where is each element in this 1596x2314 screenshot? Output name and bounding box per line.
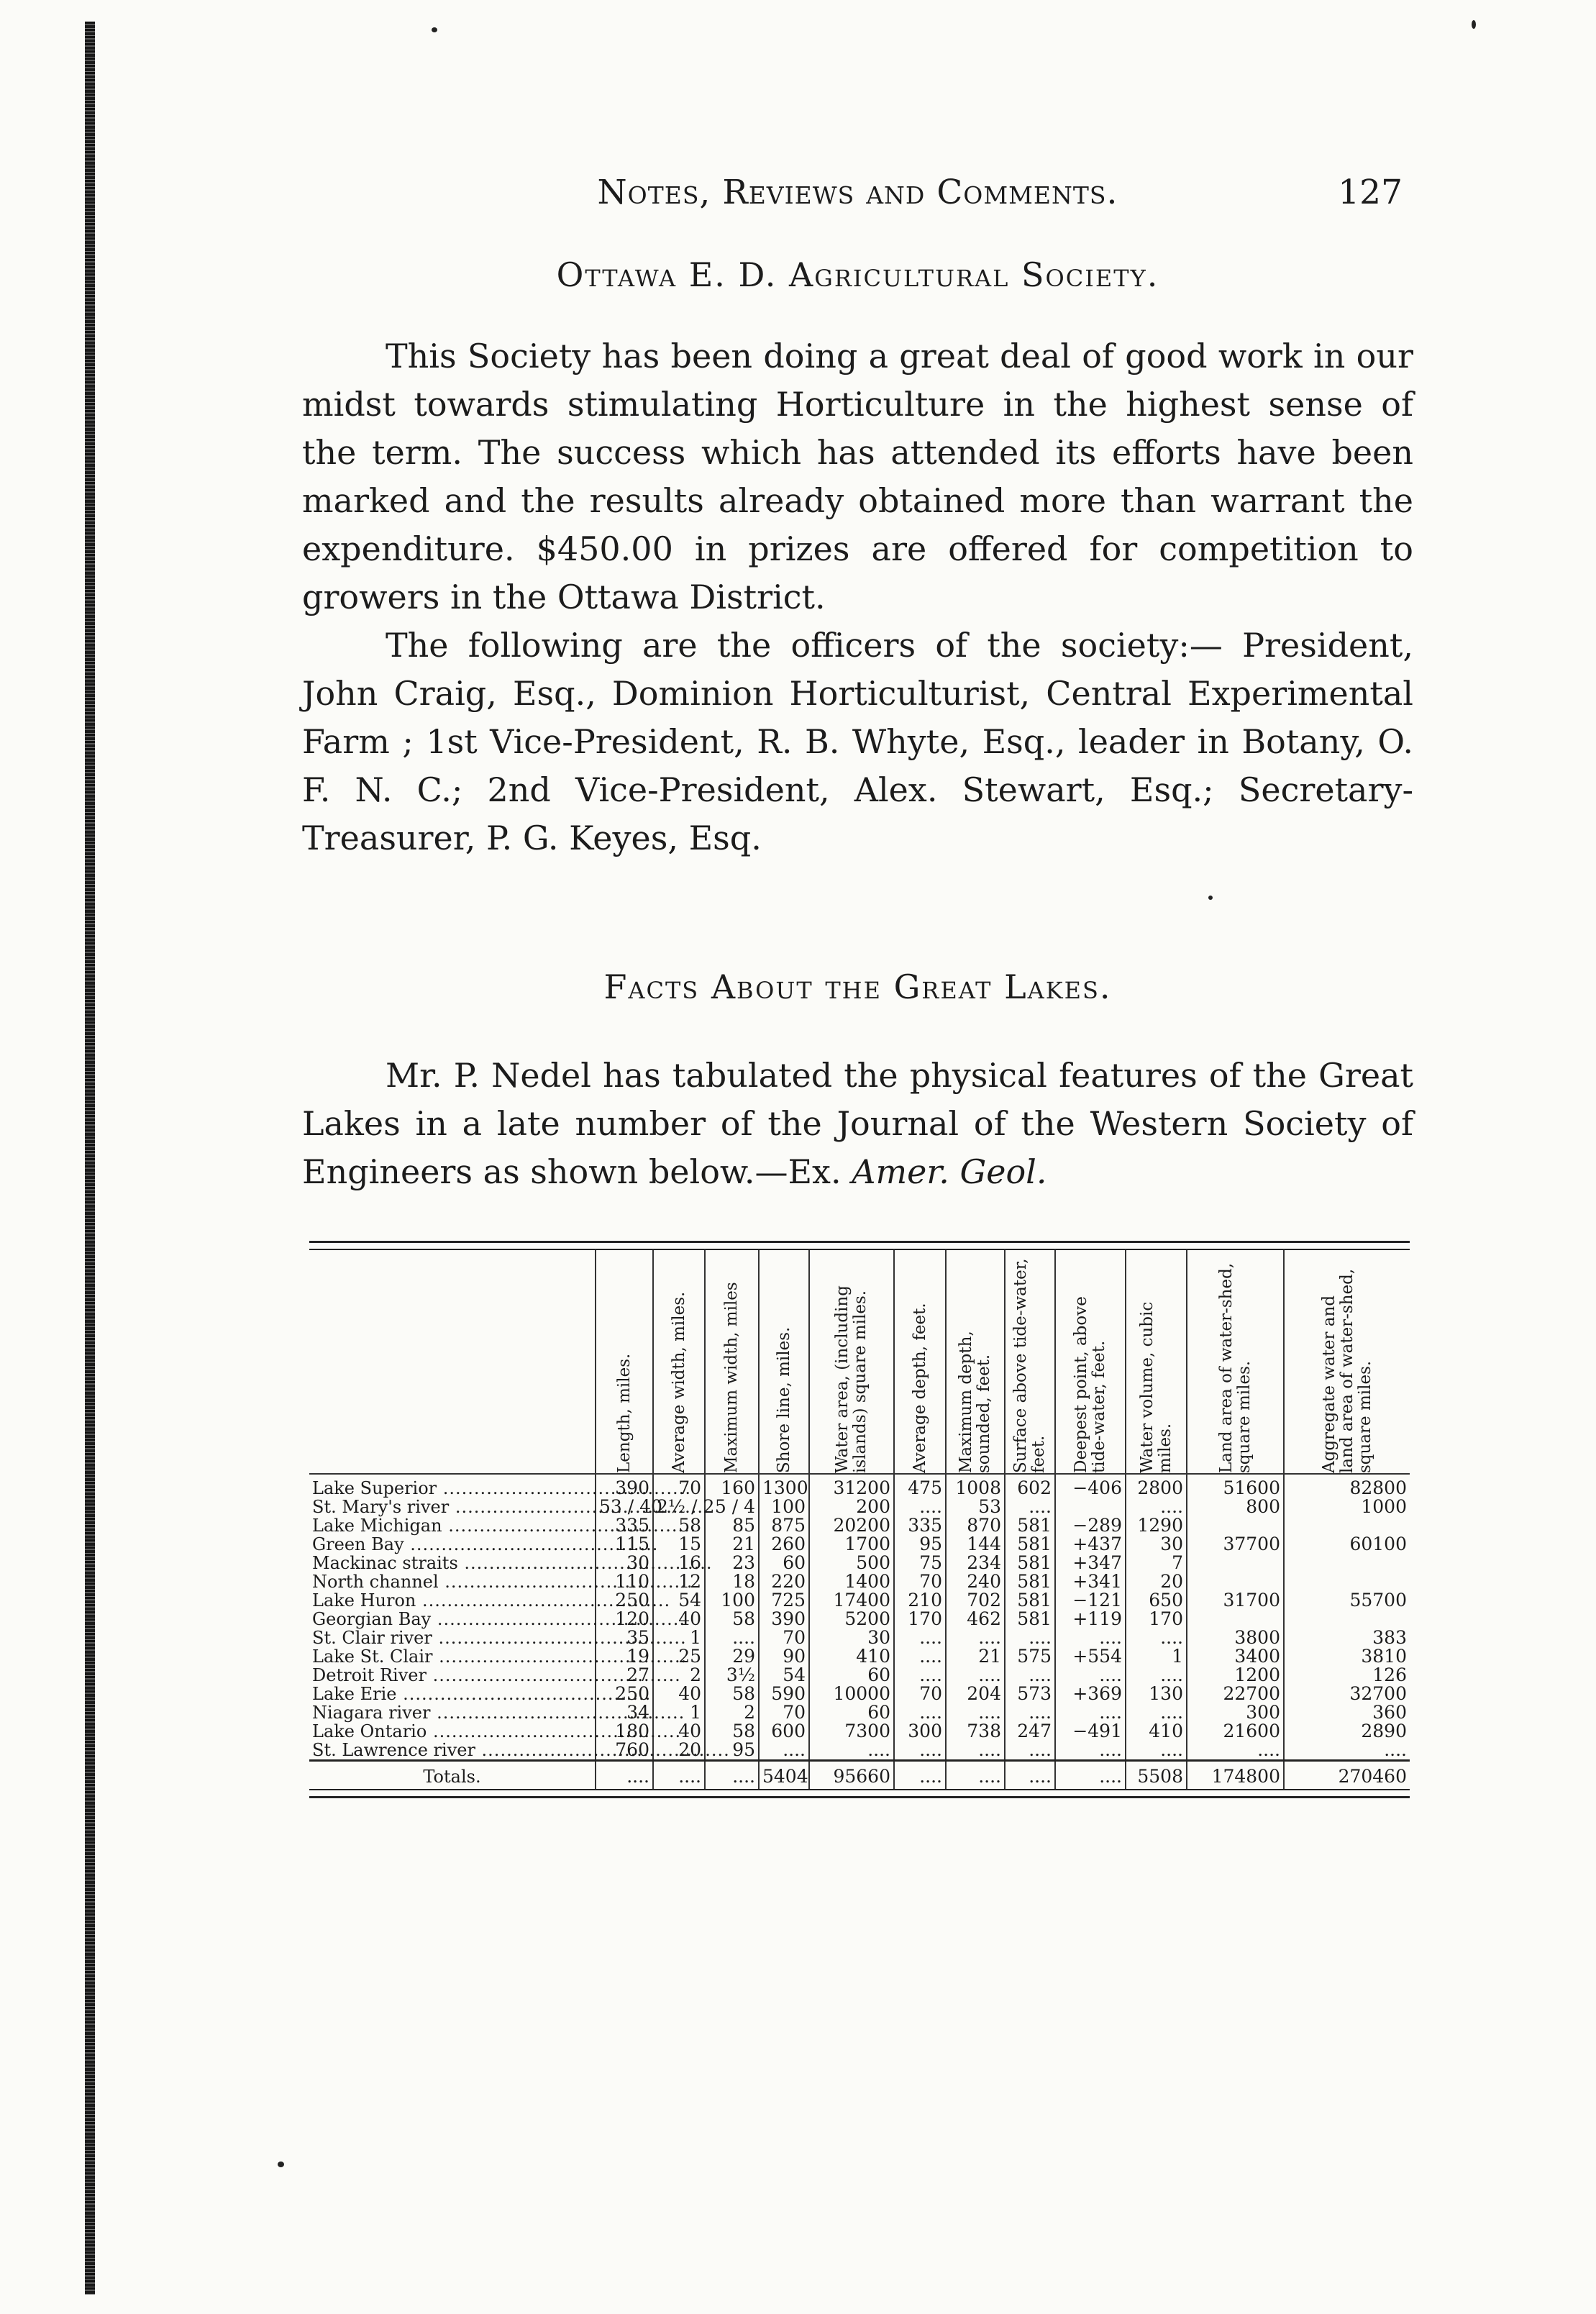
section-title-great-lakes: Facts About the Great Lakes. bbox=[603, 967, 1112, 1006]
table-row bbox=[309, 1741, 1410, 1761]
totals-cell: 95660 bbox=[809, 1761, 894, 1790]
table-cell: 10000 bbox=[809, 1685, 894, 1703]
paragraph bbox=[302, 1052, 1413, 1196]
table-cell: .... bbox=[946, 1741, 1005, 1761]
table-cell: 573 bbox=[1005, 1685, 1055, 1703]
table-cell: 20200 bbox=[809, 1516, 894, 1535]
ink-speck bbox=[432, 27, 437, 32]
lake-name-cell: St. Lawrence river ..... bbox=[309, 1741, 596, 1761]
table-cell bbox=[1284, 1572, 1410, 1591]
table-cell: 1000 bbox=[1361, 1496, 1407, 1517]
table-cell: −121 bbox=[1055, 1591, 1126, 1610]
table-cell: −491 bbox=[1055, 1722, 1126, 1741]
column-header: Surface above tide-water, feet. bbox=[1005, 1250, 1055, 1474]
table-cell: .... bbox=[705, 1629, 759, 1647]
table-cell: 30 bbox=[596, 1554, 653, 1572]
table-cell: 1300 bbox=[759, 1474, 809, 1498]
table-cell: 220 bbox=[759, 1572, 809, 1591]
table-cell: .... bbox=[894, 1666, 946, 1685]
table-cell: 600 bbox=[759, 1722, 809, 1741]
table-cell: 2½ / 2 bbox=[653, 1498, 705, 1516]
table-cell: 32700 bbox=[1349, 1683, 1407, 1704]
table-cell: 410 bbox=[1126, 1722, 1187, 1741]
lakes-data-table bbox=[309, 1250, 1410, 1789]
table-row bbox=[309, 1474, 1410, 1498]
table-cell: .... bbox=[1126, 1498, 1187, 1516]
table-cell bbox=[1187, 1572, 1284, 1591]
lake-name-cell: Green Bay ..... bbox=[309, 1535, 596, 1554]
lake-name-cell: St. Mary's river ..... bbox=[309, 1498, 596, 1516]
table-row bbox=[309, 1629, 1410, 1647]
table-cell: 20 bbox=[653, 1741, 705, 1761]
column-header: Maximum width, miles bbox=[705, 1250, 759, 1474]
table-cell: .... bbox=[894, 1703, 946, 1722]
table-cell: 300 bbox=[1187, 1703, 1284, 1722]
table-row bbox=[309, 1647, 1410, 1666]
ink-speck bbox=[1208, 896, 1213, 900]
column-header: Maximum depth, sounded, feet. bbox=[946, 1250, 1005, 1474]
table-cell: 738 bbox=[946, 1722, 1005, 1741]
table-cell: 34 bbox=[596, 1703, 653, 1722]
table-row bbox=[309, 1722, 1410, 1741]
table-cell: 12 bbox=[653, 1572, 705, 1591]
table-row bbox=[309, 1498, 1410, 1516]
table-cell: .... bbox=[946, 1629, 1005, 1647]
totals-cell: .... bbox=[946, 1761, 1005, 1790]
lake-name-cell: Niagara river ..... bbox=[309, 1703, 596, 1722]
table-cell: 58 bbox=[705, 1722, 759, 1741]
table-cell: 75 bbox=[894, 1554, 946, 1572]
table-cell: 19 bbox=[596, 1647, 653, 1666]
table-cell: +369 bbox=[1055, 1685, 1126, 1703]
table-cell: 144 bbox=[946, 1535, 1005, 1554]
table-cell: 3810 bbox=[1361, 1646, 1407, 1667]
table-cell: 500 bbox=[809, 1554, 894, 1572]
table-cell: .... bbox=[894, 1647, 946, 1666]
section-title-agricultural-society: Ottawa E. D. Agricultural Society. bbox=[556, 255, 1159, 294]
totals-cell: 5508 bbox=[1126, 1761, 1187, 1790]
table-cell: 335 bbox=[894, 1516, 946, 1535]
running-title: Notes, Reviews and Comments. bbox=[597, 173, 1118, 212]
table-cell bbox=[1055, 1498, 1126, 1516]
table-cell: .... bbox=[1126, 1703, 1187, 1722]
table-row bbox=[309, 1703, 1410, 1722]
table-cell: 1 bbox=[653, 1703, 705, 1722]
table-cell: +119 bbox=[1055, 1610, 1126, 1629]
table-cell: 383 bbox=[1372, 1627, 1407, 1648]
column-header: Shore line, miles. bbox=[759, 1250, 809, 1474]
table-cell: 21 bbox=[705, 1535, 759, 1554]
table-cell: 1 bbox=[1126, 1647, 1187, 1666]
ink-speck bbox=[278, 2162, 284, 2167]
table-cell: 1200 bbox=[1187, 1666, 1284, 1685]
table-cell: .... bbox=[1005, 1741, 1055, 1761]
column-header: Deepest point, above tide-water, feet. bbox=[1055, 1250, 1126, 1474]
column-header: Aggregate water and land area of water-shed, square miles. bbox=[1284, 1250, 1410, 1474]
table-cell: 1700 bbox=[809, 1535, 894, 1554]
table-cell: 60100 bbox=[1349, 1534, 1407, 1554]
table-cell: .... bbox=[1384, 1739, 1407, 1760]
table-cell: 21 bbox=[946, 1647, 1005, 1666]
table-cell: 82800 bbox=[1349, 1477, 1407, 1498]
table-cell: 2890 bbox=[1361, 1721, 1407, 1741]
table-cell: .... bbox=[1005, 1498, 1055, 1516]
table-cell: 1 bbox=[653, 1629, 705, 1647]
table-row bbox=[309, 1685, 1410, 1703]
table-cell: 234 bbox=[946, 1554, 1005, 1572]
table-cell: 250 bbox=[596, 1685, 653, 1703]
table-cell: 335 bbox=[596, 1516, 653, 1535]
table-cell: 25 bbox=[653, 1647, 705, 1666]
table-cell bbox=[1284, 1610, 1410, 1629]
table-row bbox=[309, 1666, 1410, 1685]
table-cell: −406 bbox=[1055, 1474, 1126, 1498]
table-cell: .... bbox=[1055, 1741, 1126, 1761]
table-cell: 60 bbox=[809, 1666, 894, 1685]
table-cell: 110 bbox=[596, 1572, 653, 1591]
table-cell: .... bbox=[946, 1703, 1005, 1722]
table-cell: 126 bbox=[1372, 1664, 1407, 1685]
table-cell: 58 bbox=[653, 1516, 705, 1535]
table-cell: 29 bbox=[705, 1647, 759, 1666]
table-cell: 170 bbox=[894, 1610, 946, 1629]
table-cell: 70 bbox=[759, 1703, 809, 1722]
lake-name-cell: Mackinac straits ..... bbox=[309, 1554, 596, 1572]
table-row bbox=[309, 1610, 1410, 1629]
table-cell: .... bbox=[946, 1666, 1005, 1685]
book-binding-edge bbox=[85, 22, 95, 2295]
table-cell: 54 bbox=[759, 1666, 809, 1685]
table-cell: 35 bbox=[596, 1629, 653, 1647]
table-cell: +347 bbox=[1055, 1554, 1126, 1572]
table-cell: 204 bbox=[946, 1685, 1005, 1703]
column-header: Water area, (including islands) square miles. bbox=[809, 1250, 894, 1474]
table-cell: 3400 bbox=[1187, 1647, 1284, 1666]
totals-cell: .... bbox=[596, 1761, 653, 1790]
table-header-row bbox=[309, 1250, 1410, 1474]
table-cell: .... bbox=[1187, 1741, 1284, 1761]
table-cell: 1290 bbox=[1126, 1516, 1187, 1535]
table-cell: .... bbox=[1055, 1629, 1126, 1647]
table-cell: 37700 bbox=[1187, 1535, 1284, 1554]
table-cell: 70 bbox=[894, 1572, 946, 1591]
table-cell: 240 bbox=[946, 1572, 1005, 1591]
table-cell: 702 bbox=[946, 1591, 1005, 1610]
table-cell: 60 bbox=[759, 1554, 809, 1572]
table-cell: .... bbox=[894, 1629, 946, 1647]
table-cell: 54 bbox=[653, 1591, 705, 1610]
table-cell: +341 bbox=[1055, 1572, 1126, 1591]
table-cell: 1400 bbox=[809, 1572, 894, 1591]
table-cell: 70 bbox=[759, 1629, 809, 1647]
table-cell bbox=[1187, 1516, 1284, 1535]
table-cell: 260 bbox=[759, 1535, 809, 1554]
table-body bbox=[309, 1474, 1410, 1789]
table-cell: 2 bbox=[653, 1666, 705, 1685]
table-cell: .... bbox=[1005, 1666, 1055, 1685]
table-cell: 60 bbox=[809, 1703, 894, 1722]
table-cell: 650 bbox=[1126, 1591, 1187, 1610]
table-cell: 800 bbox=[1187, 1498, 1284, 1516]
totals-cell: .... bbox=[705, 1761, 759, 1790]
table-cell bbox=[1187, 1610, 1284, 1629]
paragraph: The following are the officers of the society:— President, John Craig, Esq., Dominion Horticulturist, Central Experimental Farm ; 1st Vice-President, R. B. Whyte, Esq., leader in Botany, O. F. N. C.; 2nd Vice-President, Alex. Stewart, Esq.; Secretary-Treasurer, P. G. Keyes, Esq. bbox=[302, 626, 1413, 857]
table-cell: 95 bbox=[894, 1535, 946, 1554]
table-cell: .... bbox=[894, 1498, 946, 1516]
society-article bbox=[302, 332, 1413, 862]
table-cell: 410 bbox=[809, 1647, 894, 1666]
lake-name-cell: Lake Michigan ..... bbox=[309, 1516, 596, 1535]
lake-name-cell: Lake Huron ..... bbox=[309, 1591, 596, 1610]
table-cell: 725 bbox=[759, 1591, 809, 1610]
running-head bbox=[313, 173, 1403, 216]
table-row bbox=[309, 1516, 1410, 1535]
table-cell: 390 bbox=[759, 1610, 809, 1629]
totals-label: Totals. bbox=[309, 1761, 596, 1790]
table-cell: 575 bbox=[1005, 1647, 1055, 1666]
paragraph: This Society has been doing a great deal of good work in our midst towards stimulating Horticulture in the highest sense of the term. The success which has attended its efforts have been marked and the results already obtained more than warrant the expenditure. $450.00 in prizes are offered for competition to growers in the Ottawa District. bbox=[302, 337, 1413, 616]
table-cell: 1008 bbox=[946, 1474, 1005, 1498]
table-cell: 53 bbox=[946, 1498, 1005, 1516]
table-cell: 870 bbox=[946, 1516, 1005, 1535]
intro-text: Mr. P. Nedel has tabulated the physical features of the Great Lakes in a late number of the Journal of the Western Society of Engineers as shown below.—Ex. bbox=[302, 1056, 1413, 1191]
table-cell: 5200 bbox=[809, 1610, 894, 1629]
table-cell: 5 / 4 bbox=[705, 1498, 759, 1516]
table-cell: 58 bbox=[705, 1610, 759, 1629]
table-top-rule bbox=[309, 1241, 1410, 1250]
lake-name-cell: Lake Ontario ..... bbox=[309, 1722, 596, 1741]
table-cell: 16 bbox=[653, 1554, 705, 1572]
lake-name-cell: Georgian Bay ..... bbox=[309, 1610, 596, 1629]
table-cell bbox=[1187, 1554, 1284, 1572]
table-cell: 100 bbox=[705, 1591, 759, 1610]
table-cell: 3800 bbox=[1187, 1629, 1284, 1647]
table-cell: 22700 bbox=[1187, 1685, 1284, 1703]
column-header: Land area of water-shed, square miles. bbox=[1187, 1250, 1284, 1474]
table-cell: 51600 bbox=[1187, 1474, 1284, 1498]
column-header: Average width, miles. bbox=[653, 1250, 705, 1474]
table-bottom-rule bbox=[309, 1789, 1410, 1798]
table-cell: 20 bbox=[1126, 1572, 1187, 1591]
table-cell bbox=[1284, 1554, 1410, 1572]
table-cell: 250 bbox=[596, 1591, 653, 1610]
table-cell: 581 bbox=[1005, 1516, 1055, 1535]
table-cell: 581 bbox=[1005, 1554, 1055, 1572]
table-cell: 210 bbox=[894, 1591, 946, 1610]
table-cell: .... bbox=[1055, 1666, 1126, 1685]
totals-cell: .... bbox=[653, 1761, 705, 1790]
lake-name-cell: St. Clair river ..... bbox=[309, 1629, 596, 1647]
lake-name-cell: Detroit River ..... bbox=[309, 1666, 596, 1685]
table-cell: 581 bbox=[1005, 1610, 1055, 1629]
table-cell: −289 bbox=[1055, 1516, 1126, 1535]
totals-row bbox=[309, 1761, 1410, 1790]
table-cell: 55700 bbox=[1349, 1590, 1407, 1611]
table-row bbox=[309, 1572, 1410, 1591]
table-cell: 120 bbox=[596, 1610, 653, 1629]
table-cell: 760 bbox=[596, 1741, 653, 1761]
table-cell: 360 bbox=[1372, 1702, 1407, 1723]
table-cell: 7300 bbox=[809, 1722, 894, 1741]
table-cell: 160 bbox=[705, 1474, 759, 1498]
table-cell: .... bbox=[894, 1741, 946, 1761]
column-header: Water volume, cubic miles. bbox=[1126, 1250, 1187, 1474]
table-cell: 70 bbox=[653, 1474, 705, 1498]
table-row bbox=[309, 1535, 1410, 1554]
table-cell: 3½ bbox=[705, 1666, 759, 1685]
table-cell: 15 bbox=[653, 1535, 705, 1554]
lake-name-cell: Lake Superior ..... bbox=[309, 1474, 596, 1498]
table-cell: 2800 bbox=[1126, 1474, 1187, 1498]
great-lakes-table bbox=[309, 1241, 1410, 1798]
table-cell: +437 bbox=[1055, 1535, 1126, 1554]
table-cell: .... bbox=[1126, 1629, 1187, 1647]
table-cell: 590 bbox=[759, 1685, 809, 1703]
table-cell: 40 bbox=[653, 1722, 705, 1741]
table-cell: 247 bbox=[1005, 1722, 1055, 1741]
table-cell: 53 / 40 bbox=[596, 1498, 653, 1516]
table-row bbox=[309, 1591, 1410, 1610]
table-cell: 27 bbox=[596, 1666, 653, 1685]
table-cell: 475 bbox=[894, 1474, 946, 1498]
table-cell: 85 bbox=[705, 1516, 759, 1535]
table-row bbox=[309, 1554, 1410, 1572]
table-cell: 58 bbox=[705, 1685, 759, 1703]
table-cell: 2 bbox=[705, 1703, 759, 1722]
totals-cell: 270460 bbox=[1284, 1761, 1410, 1790]
table-cell: 602 bbox=[1005, 1474, 1055, 1498]
table-cell: 581 bbox=[1005, 1572, 1055, 1591]
table-cell: .... bbox=[759, 1741, 809, 1761]
table-cell: 390 bbox=[596, 1474, 653, 1498]
table-cell: 30 bbox=[1126, 1535, 1187, 1554]
ink-speck bbox=[1472, 20, 1476, 29]
totals-cell: .... bbox=[1055, 1761, 1126, 1790]
table-cell: 31700 bbox=[1187, 1591, 1284, 1610]
table-cell: 100 bbox=[759, 1498, 809, 1516]
table-cell: 95 bbox=[705, 1741, 759, 1761]
source-citation: Amer. Geol. bbox=[852, 1152, 1047, 1191]
lake-name-cell: Lake Erie ..... bbox=[309, 1685, 596, 1703]
table-cell: 40 bbox=[653, 1610, 705, 1629]
totals-cell: 5404 bbox=[759, 1761, 809, 1790]
lake-name-cell: North channel ..... bbox=[309, 1572, 596, 1591]
table-cell: 31200 bbox=[809, 1474, 894, 1498]
table-cell: .... bbox=[1005, 1629, 1055, 1647]
table-cell: 462 bbox=[946, 1610, 1005, 1629]
table-cell: .... bbox=[1055, 1703, 1126, 1722]
lake-name-cell: Lake St. Clair ..... bbox=[309, 1647, 596, 1666]
table-cell bbox=[1284, 1516, 1410, 1535]
table-cell: 90 bbox=[759, 1647, 809, 1666]
table-cell: 7 bbox=[1126, 1554, 1187, 1572]
table-cell: 130 bbox=[1126, 1685, 1187, 1703]
table-cell: 581 bbox=[1005, 1535, 1055, 1554]
totals-cell: .... bbox=[894, 1761, 946, 1790]
column-header: Length, miles. bbox=[596, 1250, 653, 1474]
table-cell: 30 bbox=[809, 1629, 894, 1647]
table-cell: 40 bbox=[653, 1685, 705, 1703]
table-cell: 581 bbox=[1005, 1591, 1055, 1610]
totals-cell: 174800 bbox=[1187, 1761, 1284, 1790]
page-number: 127 bbox=[1338, 173, 1403, 212]
table-cell: .... bbox=[1126, 1666, 1187, 1685]
table-cell: 170 bbox=[1126, 1610, 1187, 1629]
table-cell: 115 bbox=[596, 1535, 653, 1554]
totals-cell: .... bbox=[1005, 1761, 1055, 1790]
table-cell: 70 bbox=[894, 1685, 946, 1703]
table-cell: 180 bbox=[596, 1722, 653, 1741]
table-cell: 200 bbox=[809, 1498, 894, 1516]
great-lakes-intro bbox=[302, 1052, 1413, 1196]
table-cell: .... bbox=[1005, 1703, 1055, 1722]
table-cell: 23 bbox=[705, 1554, 759, 1572]
table-cell: 18 bbox=[705, 1572, 759, 1591]
table-cell: 21600 bbox=[1187, 1722, 1284, 1741]
table-cell: 17400 bbox=[809, 1591, 894, 1610]
table-cell: 875 bbox=[759, 1516, 809, 1535]
column-header: Average depth, feet. bbox=[894, 1250, 946, 1474]
table-cell: +554 bbox=[1055, 1647, 1126, 1666]
table-cell: 300 bbox=[894, 1722, 946, 1741]
table-cell: .... bbox=[1126, 1741, 1187, 1761]
table-cell: .... bbox=[809, 1741, 894, 1761]
column-header bbox=[309, 1250, 596, 1474]
